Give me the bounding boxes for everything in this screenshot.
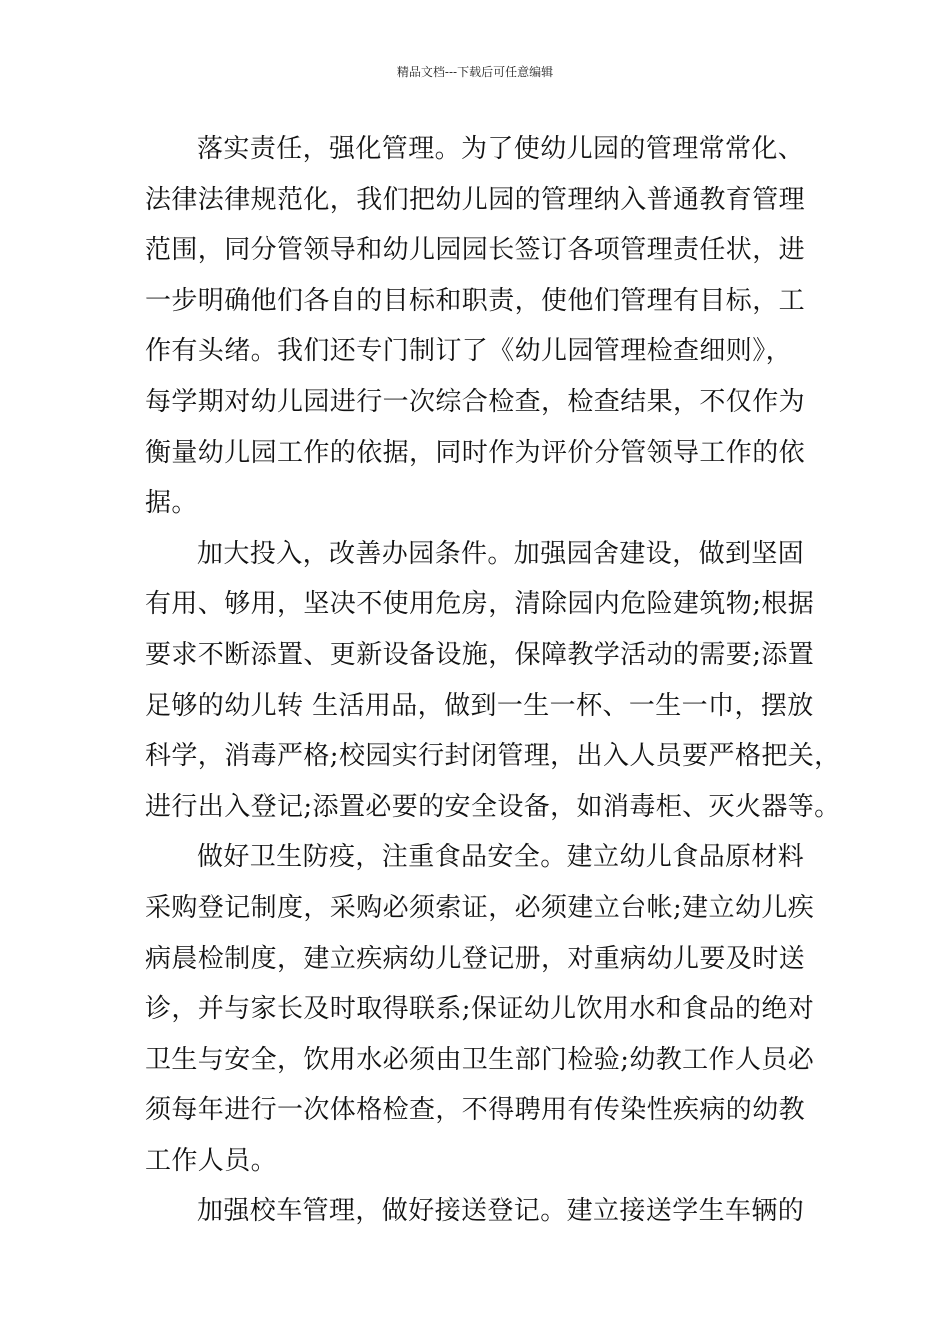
text-line: 工作人员。 — [145, 1145, 278, 1176]
paragraph-investment — [145, 529, 841, 833]
text-line: 落实责任，强化管理。为了使幼儿园的管理常常化、 — [197, 134, 805, 164]
text-line: 进行出入登记;添置必要的安全设备，如消毒柜、灭火器等。 — [145, 791, 841, 822]
text-line: 足够的幼儿转 生活用品，做到一生一杯、一生一巾，摆放 — [145, 690, 814, 721]
text-line: 做好卫生防疫，注重食品安全。建立幼儿食品原材料 — [197, 842, 805, 873]
document-body — [145, 124, 841, 1237]
text-line: 卫生与安全，饮用水必须由卫生部门检验;幼教工作人员必 — [145, 1044, 815, 1075]
text-line: 法律法律规范化，我们把幼儿园的管理纳入普通教育管理 — [145, 184, 806, 215]
paragraph-school-bus — [145, 1186, 815, 1237]
text-line: 加强校车管理，做好接送登记。建立接送学生车辆的 — [197, 1196, 805, 1227]
text-line: 诊，并与家长及时取得联系;保证幼儿饮用水和食品的绝对 — [145, 994, 815, 1025]
text-line: 科学，消毒严格;校园实行封闭管理，出入人员要严格把关， — [145, 741, 841, 772]
text-line: 每学期对幼儿园进行一次综合检查，检查结果，不仅作为 — [145, 386, 806, 417]
text-line: 范围，同分管领导和幼儿园园长签订各项管理责任状，进 — [145, 235, 806, 266]
paragraph-responsibility — [145, 124, 815, 529]
paragraph-hygiene — [145, 832, 815, 1186]
text-line: 病晨检制度，建立疾病幼儿登记册，对重病幼儿要及时送 — [145, 943, 806, 974]
page-header: 精品文档---下载后可任意编辑 — [396, 65, 554, 79]
text-line: 要求不断添置、更新设备设施，保障教学活动的需要;添置 — [145, 639, 815, 670]
text-line: 有用、够用，坚决不使用危房，清除园内危险建筑物;根据 — [145, 589, 815, 620]
text-line: 衡量幼儿园工作的依据，同时作为评价分管领导工作的依 — [145, 437, 806, 468]
text-line: 采购登记制度，采购必须索证，必须建立台帐;建立幼儿疾 — [145, 892, 815, 923]
text-line: 据。 — [145, 488, 198, 519]
text-line: 加大投入，改善办园条件。加强园舍建设，做到坚固 — [197, 538, 805, 569]
text-line: 一步明确他们各自的目标和职责，使他们管理有目标，工 — [145, 285, 806, 316]
text-line: 作有头绪。我们还专门制订了《幼儿园管理检查细则》， — [145, 336, 793, 367]
text-line: 须每年进行一次体格检查，不得聘用有传染性疾病的幼教 — [145, 1095, 806, 1126]
